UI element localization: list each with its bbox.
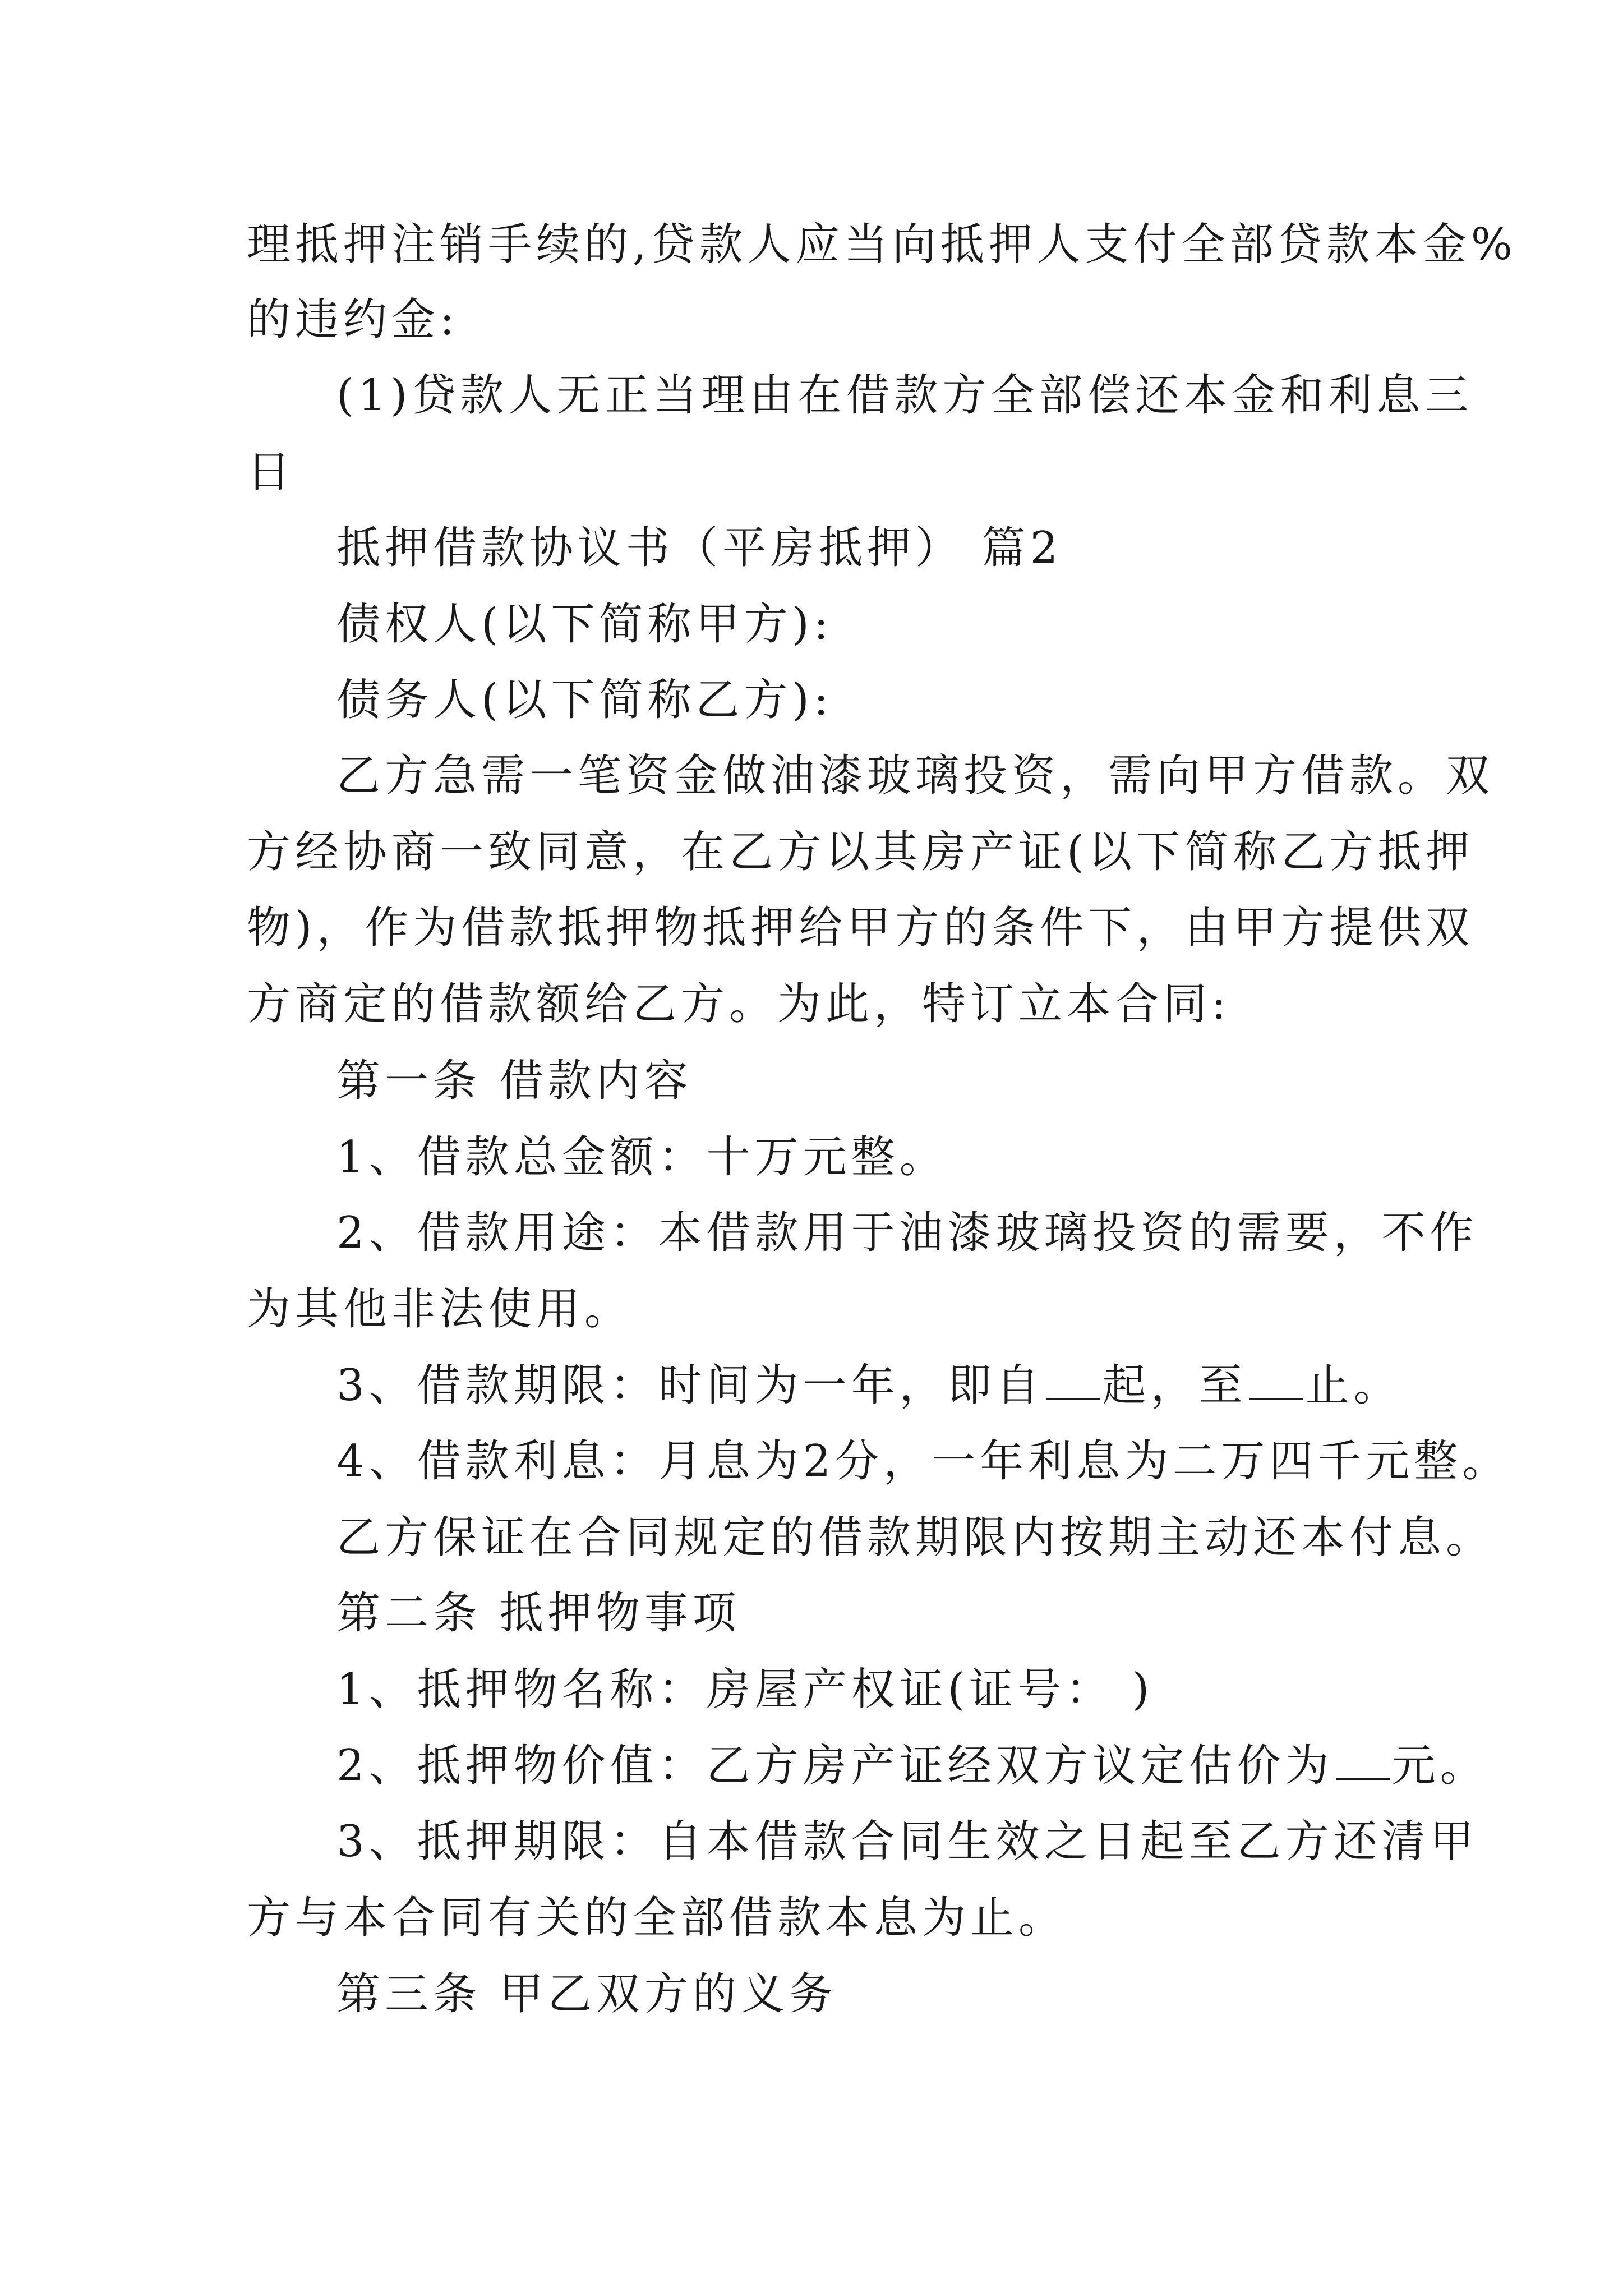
article-heading: 第二条 抵押物事项 [336,1588,741,1639]
paragraph-line: 为其他非法使用。 [247,1284,633,1335]
paragraph-line: 4、借款利息：月息为2分，一年利息为二万四千元整。 [336,1436,1511,1487]
paragraph-line: 方商定的借款额给乙方。为此，特订立本合同: [247,979,1231,1029]
paragraph-line: 1、抵押物名称：房屋产权证(证号： ) [336,1664,1154,1715]
paragraph-line: 2、借款用途：本借款用于油漆玻璃投资的需要，不作 [336,1208,1478,1258]
paragraph-line [336,1358,1402,1414]
paragraph-line: 债务人(以下简称乙方): [336,675,833,725]
end-date-blank [1249,1365,1303,1400]
paragraph-line: 3、抵押期限：自本借款合同生效之日起至乙方还清甲 [336,1816,1478,1867]
article-heading: 第三条 甲乙双方的义务 [336,1969,837,2019]
paragraph-line [336,1738,1488,1794]
collateral-value-text: 元。 [1391,1741,1488,1791]
paragraph-line: 方经协商一致同意，在乙方以其房产证(以下简称乙方抵押 [247,827,1474,877]
start-date-blank [1046,1365,1100,1400]
paragraph-line: 的违约金: [247,295,459,345]
loan-term-text: 起，至 [1102,1360,1247,1411]
paragraph-line: 物)，作为借款抵押物抵押给甲方的条件下，由甲方提供双 [247,903,1474,953]
paragraph-line: 乙方急需一笔资金做油漆玻璃投资，需向甲方借款。双 [336,751,1495,801]
paragraph-line: 理抵押注销手续的,贷款人应当向抵押人支付全部贷款本金% [247,219,1517,270]
paragraph-line: (1)贷款人无正当理由在借款方全部偿还本金和利息三 [336,370,1473,421]
paragraph-line: 债权人(以下简称甲方): [336,599,833,650]
paragraph-line: 日 [247,447,296,498]
value-blank [1336,1746,1390,1780]
section-heading: 抵押借款协议书（平房抵押） 篇2 [336,523,1063,573]
article-heading: 第一条 借款内容 [336,1056,693,1106]
paragraph-line: 乙方保证在合同规定的借款期限内按期主动还本付息。 [336,1512,1495,1563]
loan-term-text: 止。 [1305,1360,1402,1411]
paragraph-line: 1、借款总金额：十万元整。 [336,1132,948,1182]
collateral-value-text: 2、抵押物价值：乙方房产证经双方议定估价为 [336,1741,1334,1791]
paragraph-line: 方与本合同有关的全部借款本息为止。 [247,1893,1067,1943]
loan-term-text: 3、借款期限：时间为一年，即自 [336,1360,1044,1411]
